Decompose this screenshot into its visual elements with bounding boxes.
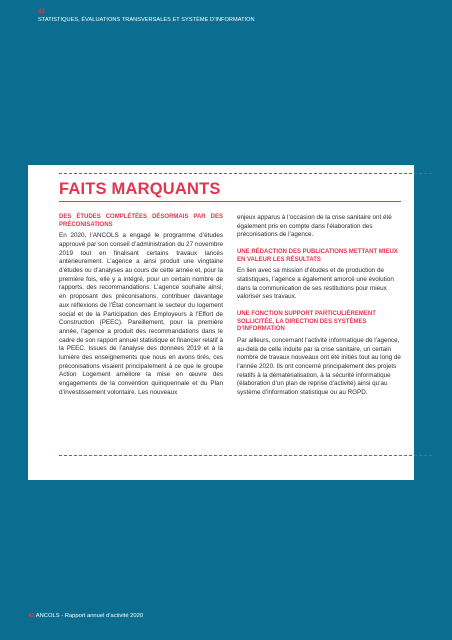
section-body-publications: En lien avec sa mission d’études et de production de statistiques, l’agence a également amorcé une évolution dans la communication de ses restitutions pour mieux valoriser ses travaux. <box>237 267 394 301</box>
studies-continuation: enjeux apparus à l’occasion de la crise sanitaire ont été également pris en compte dans l’élaboration des préconisations de l’agence. <box>237 214 392 239</box>
top-dashed-divider <box>59 173 432 174</box>
right-column <box>237 214 401 398</box>
running-header: STATISTIQUES, ÉVALUATIONS TRANSVERSALES ET SYSTÈME D’INFORMATION <box>38 17 255 23</box>
section-heading-information-systems: UNE FONCTION SUPPORT PARTICULIÈREMENT SOLLICITÉE, LA DIRECTION DES SYSTÈMES D’INFORMATION <box>237 311 376 333</box>
left-column <box>59 214 223 398</box>
header-page-number: 42 <box>38 9 45 15</box>
highlights-card <box>28 165 414 480</box>
section-body-studies: En 2020, l’ANCOLS a engagé le programme d’études approuvé par son conseil d’administration du 27 novembre 2019 tout en finalisant certains travaux lancés antérieurement. L’agence a ainsi produit une vingtaine d’études ou d’analyses au cours de cette année et, pour la première fois, elle y a intégré, pour un certain nombre de rapports, des recommandations. L’agence souhaite ainsi, en proposant des préconisations, contribuer davantage aux réflexions de l’État concernant le secteur du logement social et de la Participation des Employeurs à l’Effort de Construction (PEEC). Pareillement, pour la première année, l’agence a produit des recommandations dans le cadre de son rapport annuel statistique et financier relatif à la PEEC. Issues de l’analyse des données 2019 et à la lumière des enseignements que nous en avons tirés, ces préconisations visaient principalement à ce que le groupe Action Logement améliore la mise en œuvre des engagements de la convention quinquennale et du Plan d’investissement volontaire. Les nouveaux <box>59 232 223 396</box>
section-heading-publications: UNE RÉDACTION DES PUBLICATIONS METTANT MIEUX EN VALEUR LES RÉSULTATS <box>237 249 398 263</box>
footer-text: ANCOLS - Rapport annuel d’activité 2020 <box>35 613 144 619</box>
section-heading-studies: DES ÉTUDES COMPLÉTÉES DÉSORMAIS PAR DES PRÉCONISATIONS <box>59 214 223 228</box>
title-underline <box>59 201 401 202</box>
page-footer <box>28 613 143 619</box>
footer-page-number: 42 <box>28 613 35 619</box>
card-title: FAITS MARQUANTS <box>59 180 221 198</box>
bottom-dashed-divider <box>59 455 432 456</box>
section-body-information-systems: Par ailleurs, concernant l’activité informatique de l’agence, au-delà de celle induite par la crise sanitaire, un certain nombre de travaux nouveaux ont été initiés tout au long de l’année 2020. Ils ont concerné principalement des projets relatifs à la dématérialisation, à la sécurité informatique (élaboration d’un plan de reprise d’activité) ainsi qu’au système d’information statistique ou au RGPD. <box>237 336 401 397</box>
